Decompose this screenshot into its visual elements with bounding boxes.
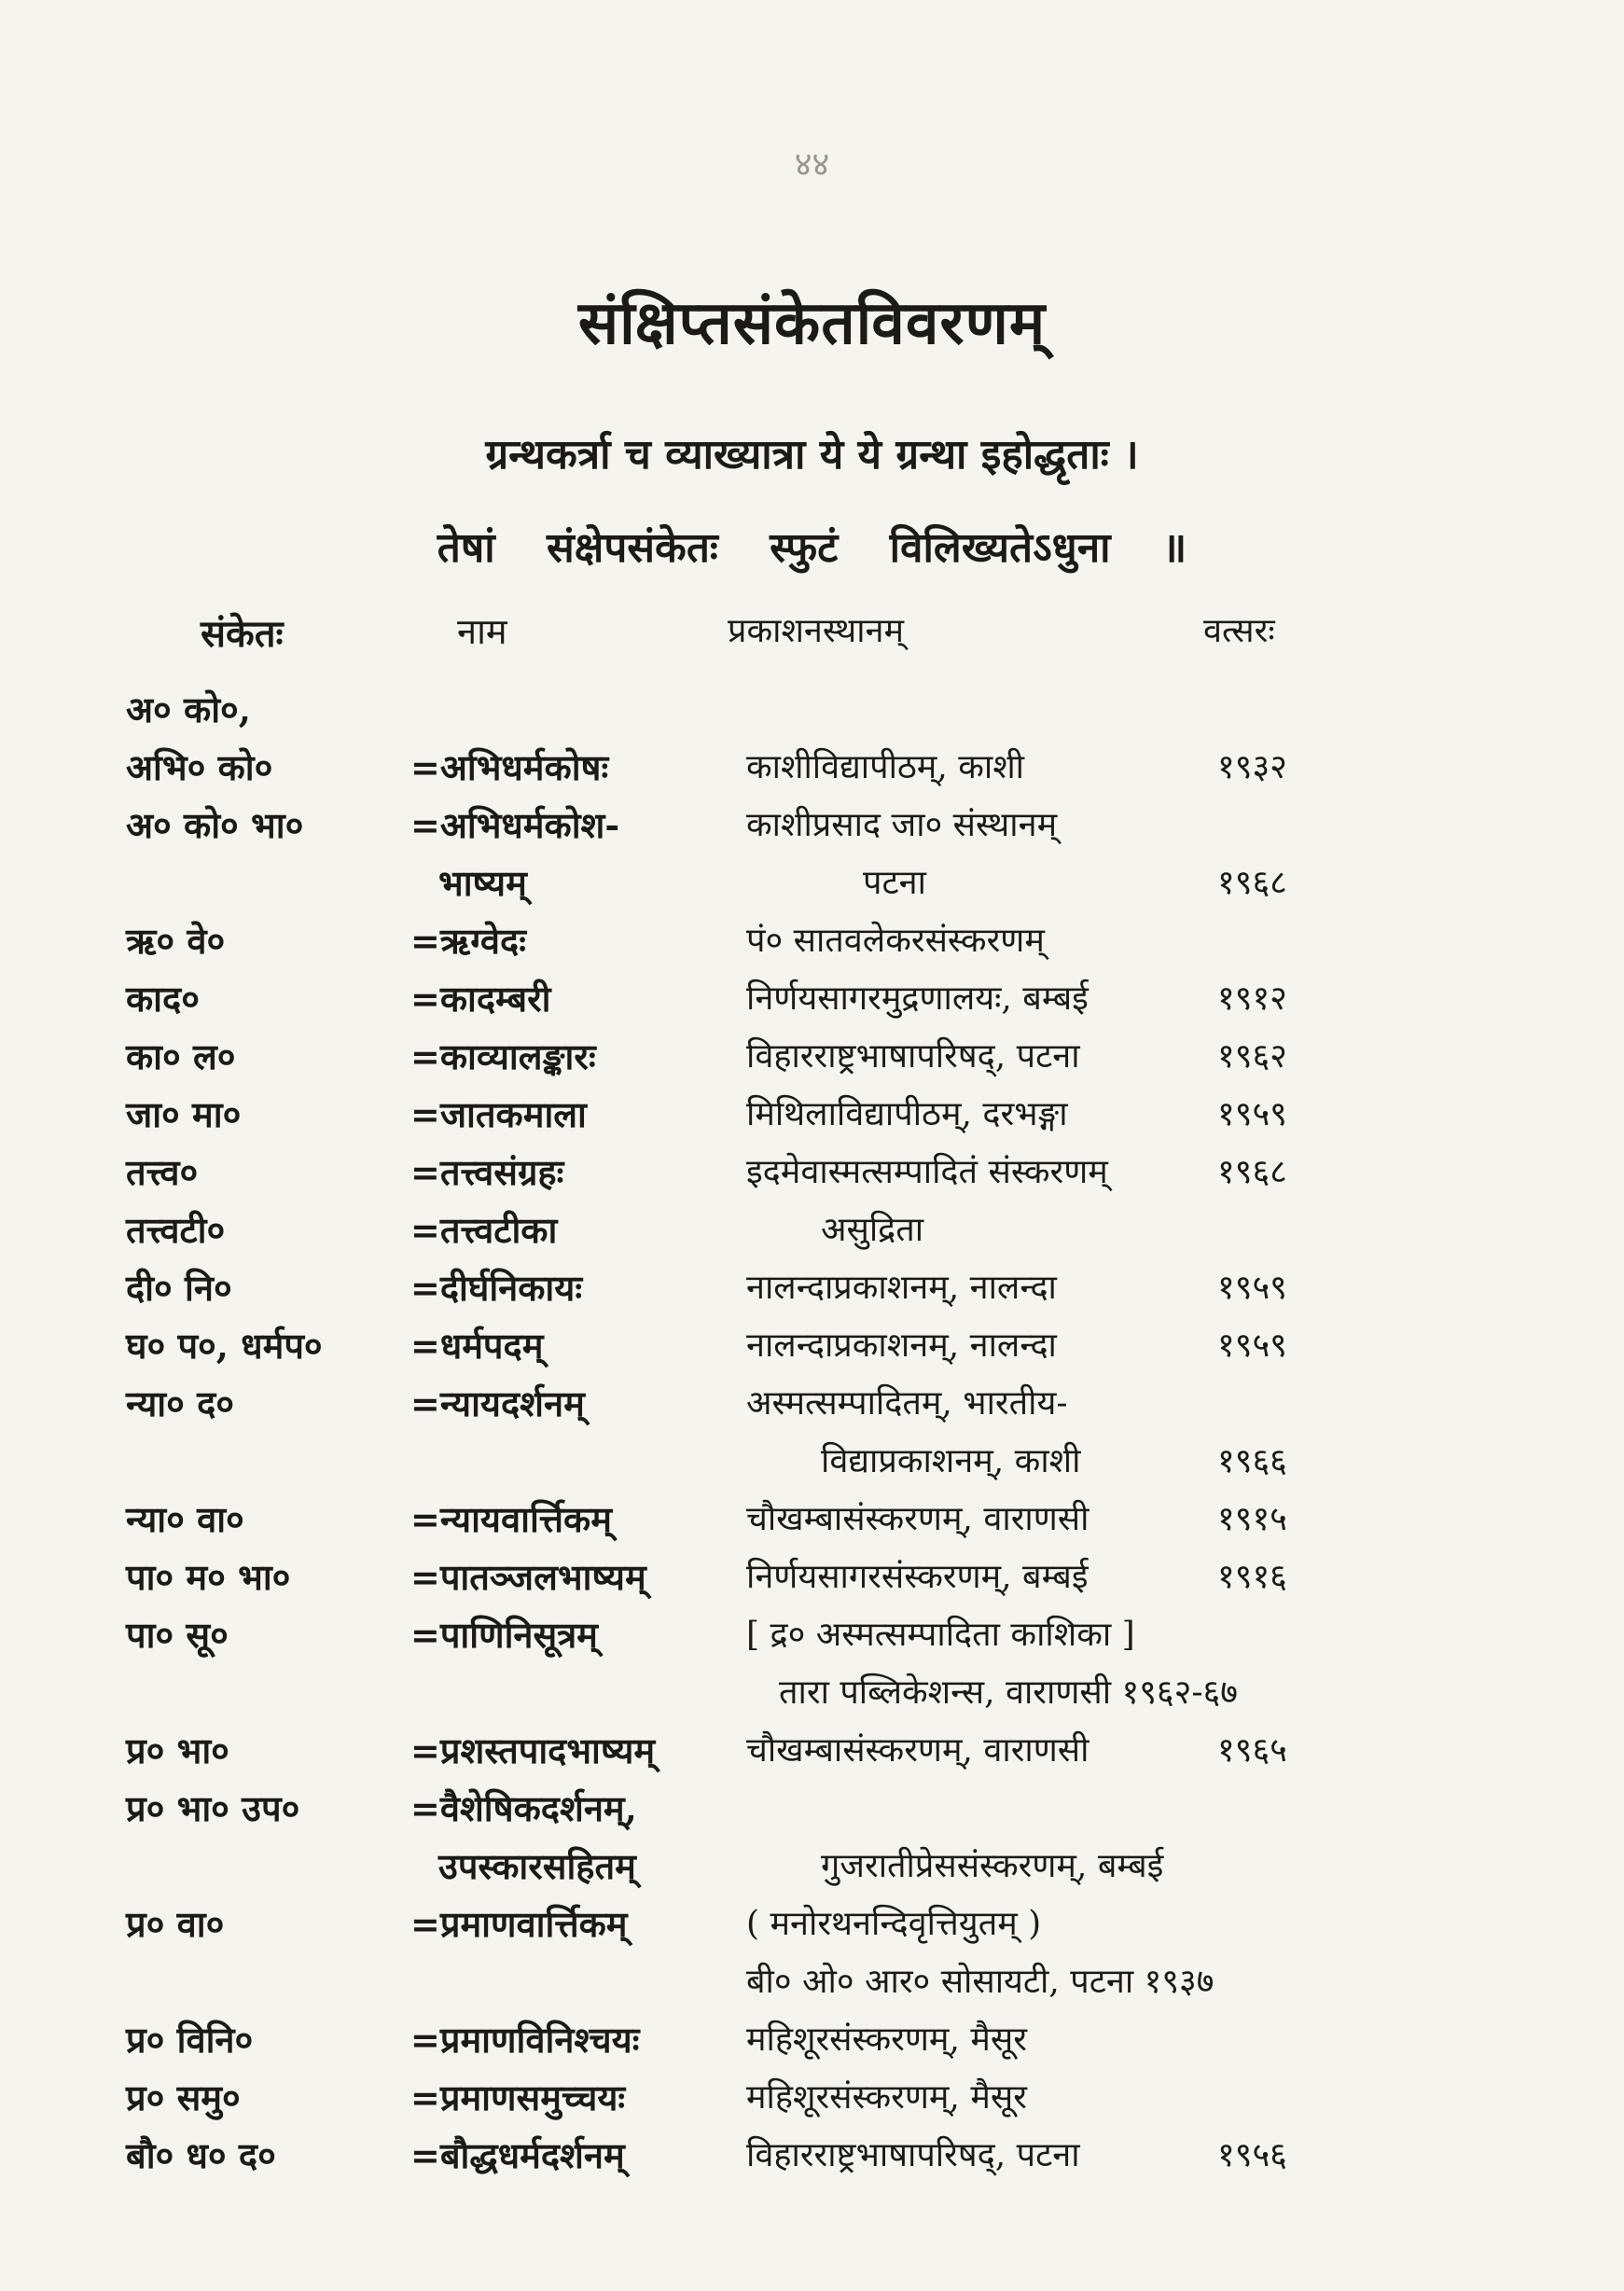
title-cell: =कादम्बरी bbox=[410, 978, 551, 1020]
title-cell: =ऋग्वेदः bbox=[410, 920, 526, 962]
page-title: संक्षिप्तसंकेतविवरणम् bbox=[577, 288, 1047, 358]
abbreviation-cell: बौ० ध० द० bbox=[126, 2134, 276, 2176]
title-cell: =पातञ्जलभाष्यम् bbox=[410, 1556, 646, 1598]
abbreviation-cell: तत्त्व० bbox=[126, 1151, 199, 1193]
abbreviation-cell: प्र० विनि० bbox=[126, 2019, 254, 2061]
title-cell: =जातकमाला bbox=[410, 1093, 587, 1135]
title-cell: =प्रशस्तपादभाष्यम् bbox=[410, 1729, 656, 1771]
publisher-cell: अस्मत्सम्पादितम्, भारतीय- bbox=[746, 1384, 1068, 1423]
year-cell: १९६२ bbox=[1217, 1037, 1287, 1076]
table-row bbox=[0, 2011, 1624, 2069]
title-cell: =दीर्घनिकायः bbox=[410, 1267, 582, 1309]
title-cell: =अभिधर्मकोषः bbox=[410, 746, 609, 788]
year-cell: १९६६ bbox=[1217, 1442, 1287, 1480]
publisher-cell: ( मनोरथनन्दिवृत्तियुतम् ) bbox=[746, 1905, 1042, 1943]
table-header bbox=[0, 606, 1624, 662]
title-cell: =तत्त्वटीका bbox=[410, 1209, 558, 1251]
publisher-cell: काशीविद्यापीठम्, काशी bbox=[746, 748, 1024, 786]
abbreviation-cell: काद० bbox=[126, 978, 200, 1020]
abbreviation-cell: प्र० भा० उप० bbox=[126, 1787, 300, 1829]
year-cell: १९३२ bbox=[1217, 748, 1287, 786]
abbreviation-cell: घ० प०, धर्मप० bbox=[126, 1325, 323, 1367]
page-number: ४४ bbox=[794, 146, 830, 184]
publisher-cell: मिथिलाविद्यापीठम्, दरभङ्गा bbox=[746, 1095, 1068, 1133]
header-sthana: प्रकाशनस्थानम् bbox=[728, 612, 905, 650]
table-row bbox=[0, 2069, 1624, 2127]
table-row bbox=[0, 1086, 1624, 1144]
publisher-cell: निर्णयसागरमुद्रणालयः, बम्बई bbox=[746, 979, 1089, 1018]
year-cell: १९५९ bbox=[1217, 1326, 1287, 1365]
abbreviation-cell: न्या० द० bbox=[126, 1382, 235, 1424]
title-cell: =प्रमाणविनिश्चयः bbox=[410, 2019, 640, 2061]
table-row bbox=[0, 1664, 1624, 1722]
abbreviation-cell: प्र० समु० bbox=[126, 2076, 241, 2118]
abbreviation-cell: अ० को० भा० bbox=[126, 804, 304, 846]
abbreviation-cell: अ० को०, bbox=[126, 688, 252, 730]
year-cell: १९५९ bbox=[1217, 1095, 1287, 1133]
title-cell: =न्यायदर्शनम् bbox=[410, 1382, 585, 1424]
year-cell: १९१६ bbox=[1217, 1558, 1287, 1596]
title-cell: =प्रमाणसमुच्चयः bbox=[410, 2076, 626, 2118]
table-row bbox=[0, 1548, 1624, 1606]
publisher-cell: इदमेवास्मत्सम्पादितं संस्करणम् bbox=[746, 1153, 1108, 1191]
table-row bbox=[0, 854, 1624, 912]
publisher-cell: [ द्र० अस्मत्सम्पादिता काशिका ] bbox=[746, 1616, 1135, 1654]
year-cell: १९६८ bbox=[1217, 1153, 1287, 1191]
table-row bbox=[0, 797, 1624, 854]
publisher-cell: गुजरातीप्रेससंस्करणम्, बम्बई bbox=[821, 1847, 1164, 1885]
publisher-cell: नालन्दाप्रकाशनम्, नालन्दा bbox=[746, 1269, 1057, 1307]
abbreviation-cell: का० ल० bbox=[126, 1035, 236, 1077]
title-cell: =काव्यालङ्कारः bbox=[410, 1035, 596, 1077]
publisher-cell: महिशूरसंस्करणम्, मैसूर bbox=[746, 2020, 1027, 2059]
publisher-cell: तारा पब्लिकेशन्स, वाराणसी १९६२-६७ bbox=[779, 1673, 1238, 1712]
publisher-cell: विहारराष्ट्रभाषापरिषद्, पटना bbox=[746, 2136, 1080, 2174]
header-sanket: संकेतः bbox=[201, 612, 284, 656]
verse-line-2: तेषां संक्षेपसंकेतः स्फुटं विलिख्यतेऽधुना ॥ bbox=[437, 524, 1187, 572]
title-cell: =धर्मपदम् bbox=[410, 1325, 544, 1367]
abbreviation-cell: पा० म० भा० bbox=[126, 1556, 291, 1598]
title-cell: उपस्कारसहितम् bbox=[438, 1845, 636, 1887]
abbreviation-cell: पा० सू० bbox=[126, 1614, 229, 1656]
table-row bbox=[0, 1433, 1624, 1491]
table-row bbox=[0, 1838, 1624, 1895]
table-row bbox=[0, 2127, 1624, 2185]
title-cell: =न्यायवार्त्तिकम् bbox=[410, 1498, 612, 1540]
table-row bbox=[0, 1259, 1624, 1317]
table-row bbox=[0, 1028, 1624, 1086]
abbreviation-cell: दी० नि० bbox=[126, 1267, 232, 1309]
publisher-cell: चौखम्बासंस्करणम्, वाराणसी bbox=[746, 1731, 1090, 1770]
abbreviation-cell: अभि० को० bbox=[126, 746, 273, 788]
table-row bbox=[0, 1201, 1624, 1259]
title-cell: =तत्त्वसंग्रहः bbox=[410, 1151, 564, 1193]
abbreviation-cell: तत्त्वटी० bbox=[126, 1209, 226, 1251]
title-cell: =पाणिनिसूत्रम् bbox=[410, 1614, 598, 1656]
table-row bbox=[0, 1144, 1624, 1201]
year-cell: १९१२ bbox=[1217, 979, 1287, 1018]
table-row bbox=[0, 912, 1624, 970]
abbreviation-cell: प्र० भा० bbox=[126, 1729, 229, 1771]
publisher-cell: पटना bbox=[863, 864, 926, 902]
header-vatsara: वत्सरः bbox=[1203, 612, 1275, 650]
title-cell: =प्रमाणवार्त्तिकम् bbox=[410, 1903, 628, 1945]
publisher-cell: बी० ओ० आर० सोसायटी, पटना १९३७ bbox=[746, 1963, 1215, 2001]
table-row bbox=[0, 681, 1624, 739]
publisher-cell: महिशूरसंस्करणम्, मैसूर bbox=[746, 2078, 1027, 2117]
year-cell: १९५९ bbox=[1217, 1269, 1287, 1307]
publisher-cell: विहारराष्ट्रभाषापरिषद्, पटना bbox=[746, 1037, 1080, 1076]
title-cell: भाष्यम् bbox=[438, 862, 527, 904]
table-row bbox=[0, 970, 1624, 1028]
year-cell: १९६५ bbox=[1217, 1731, 1287, 1770]
publisher-cell: निर्णयसागरसंस्करणम्, बम्बई bbox=[746, 1558, 1089, 1596]
publisher-cell: असुद्रिता bbox=[821, 1211, 924, 1249]
table-row bbox=[0, 1895, 1624, 1953]
abbreviation-cell: प्र० वा० bbox=[126, 1903, 225, 1945]
table-row bbox=[0, 1317, 1624, 1375]
publisher-cell: काशीप्रसाद जा० संस्थानम् bbox=[746, 806, 1058, 844]
title-cell: =बौद्धधर्मदर्शनम् bbox=[410, 2134, 625, 2176]
abbreviation-cell: ऋ० वे० bbox=[126, 920, 226, 962]
year-cell: १९६८ bbox=[1217, 864, 1287, 902]
title-cell: =वैशेषिकदर्शनम्, bbox=[410, 1787, 637, 1829]
table-row bbox=[0, 1491, 1624, 1548]
abbreviation-cell: जा० मा० bbox=[126, 1093, 242, 1135]
publisher-cell: चौखम्बासंस्करणम्, वाराणसी bbox=[746, 1500, 1090, 1538]
table-row bbox=[0, 1953, 1624, 2011]
table-row bbox=[0, 1606, 1624, 1664]
verse-line-1: ग्रन्थकर्त्रा च व्याख्यात्रा ये ये ग्रन्था इहोद्धृताः । bbox=[485, 431, 1139, 479]
year-cell: १९५६ bbox=[1217, 2136, 1287, 2174]
title-cell: =अभिधर्मकोश- bbox=[410, 804, 620, 846]
table-row bbox=[0, 1722, 1624, 1780]
header-nama: नाम bbox=[457, 611, 507, 652]
abbreviation-cell: न्या० वा० bbox=[126, 1498, 244, 1540]
table-row bbox=[0, 1780, 1624, 1838]
table-row bbox=[0, 739, 1624, 797]
publisher-cell: नालन्दाप्रकाशनम्, नालन्दा bbox=[746, 1326, 1057, 1365]
abbreviation-table bbox=[0, 681, 1624, 2185]
year-cell: १९१५ bbox=[1217, 1500, 1287, 1538]
publisher-cell: विद्याप्रकाशनम्, काशी bbox=[821, 1442, 1081, 1480]
table-row bbox=[0, 1375, 1624, 1433]
publisher-cell: पं० सातवलेकरसंस्करणम् bbox=[746, 922, 1045, 960]
